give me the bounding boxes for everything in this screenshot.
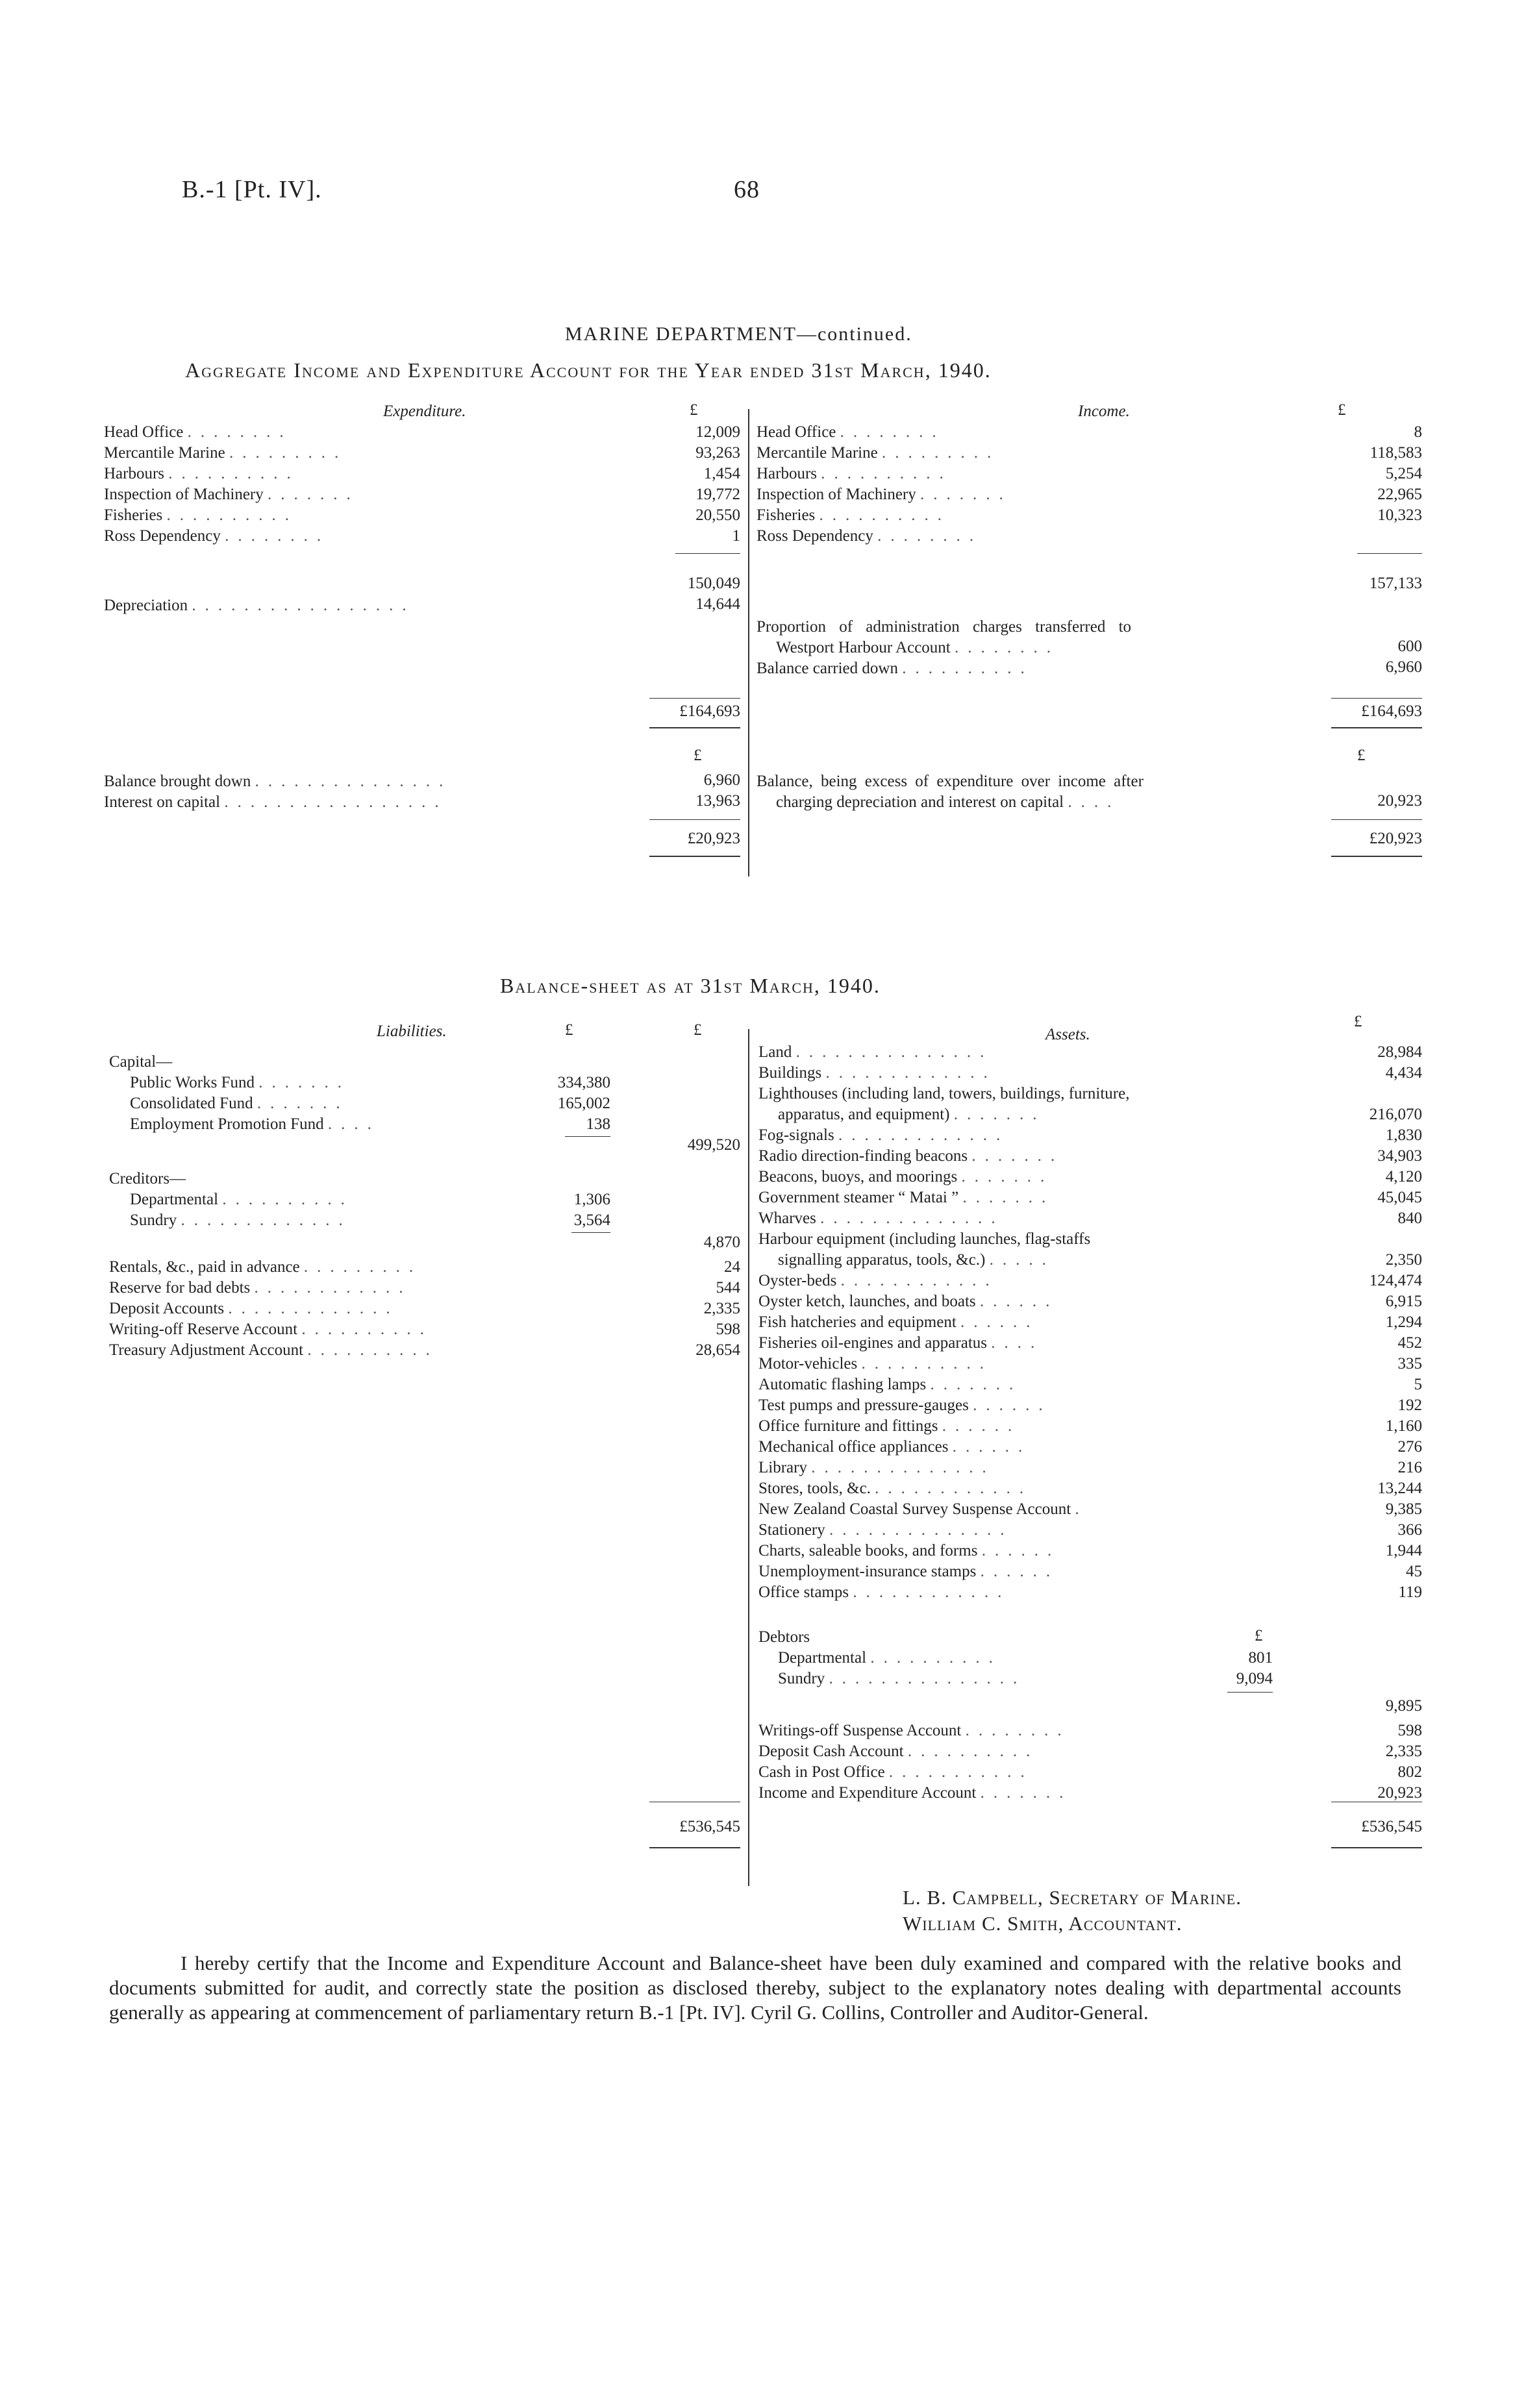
inc-subtotal: 157,133 bbox=[1369, 575, 1422, 592]
liabilities-total: £536,545 bbox=[679, 1818, 740, 1835]
exp-row: Head Office ........ bbox=[104, 423, 293, 441]
proportion-label-cont: Westport Harbour Account ........ bbox=[776, 639, 1060, 656]
liab-value: 544 bbox=[716, 1279, 740, 1297]
asset-row: Library .............. bbox=[758, 1459, 995, 1476]
asset-value: 34,903 bbox=[1377, 1147, 1422, 1165]
exp-total: £164,693 bbox=[679, 702, 740, 720]
asset-row: signalling apparatus, tools, &c.) ..... bbox=[778, 1251, 1055, 1269]
asset-value: 216 bbox=[1397, 1459, 1422, 1476]
asset-value: 192 bbox=[1397, 1396, 1422, 1414]
asset-row: Automatic flashing lamps ....... bbox=[758, 1376, 1023, 1393]
asset-value: 9,385 bbox=[1385, 1500, 1422, 1518]
assets-tail-values bbox=[1325, 1720, 1422, 1804]
debtors-total: 9,895 bbox=[1385, 1697, 1422, 1715]
liab-row: Writing-off Reserve Account .......... bbox=[109, 1321, 433, 1338]
exp-currency-2: £ bbox=[694, 747, 702, 764]
asset-row: Charts, saleable books, and forms ...... bbox=[758, 1542, 1061, 1559]
income-list bbox=[757, 422, 1328, 547]
creditors-label: Creditors— bbox=[109, 1170, 186, 1187]
assets-list bbox=[758, 1042, 1317, 1603]
expenditure-currency: £ bbox=[690, 401, 698, 419]
asset-row: Lighthouses (including land, towers, buildings, furniture, bbox=[758, 1085, 1130, 1102]
assets-tail bbox=[758, 1720, 1317, 1804]
liab-total-rule-bottom bbox=[649, 1847, 740, 1848]
liab-row: Reserve for bad debts ............ bbox=[109, 1279, 412, 1297]
inc-value: 118,583 bbox=[1370, 444, 1422, 462]
asset-row: Wharves .............. bbox=[758, 1210, 1005, 1227]
exp-value: 1 bbox=[732, 527, 740, 545]
balance-sheet-title: Balance-sheet as at 31st March, 1940. bbox=[500, 974, 881, 997]
creditors-values bbox=[513, 1189, 610, 1231]
exp-total-2: £20,923 bbox=[687, 830, 740, 847]
asset-row: Fisheries oil-engines and apparatus .... bbox=[758, 1334, 1044, 1352]
liab-value: 28,654 bbox=[695, 1341, 740, 1359]
exp-subtotal-rule bbox=[675, 553, 740, 554]
debtors-label: Debtors bbox=[758, 1628, 810, 1646]
asset-row: Deposit Cash Account .......... bbox=[758, 1743, 1040, 1760]
asset-row: Fish hatcheries and equipment ...... bbox=[758, 1313, 1040, 1331]
inc-row: Mercantile Marine ......... bbox=[757, 444, 1001, 462]
asset-value: 45 bbox=[1406, 1563, 1422, 1580]
debtors-values bbox=[1188, 1648, 1273, 1689]
asset-value: 366 bbox=[1397, 1521, 1422, 1539]
liabilities-heading: Liabilities. bbox=[377, 1023, 447, 1040]
asset-row: Cash in Post Office ........... bbox=[758, 1763, 1034, 1781]
asset-value: 6,915 bbox=[1385, 1293, 1422, 1310]
creditors-value: 3,564 bbox=[573, 1211, 610, 1229]
liab-value: 598 bbox=[716, 1321, 740, 1338]
asset-row: Harbour equipment (including launches, flag-staffs bbox=[758, 1230, 1091, 1248]
asset-value: 20,923 bbox=[1377, 1784, 1422, 1802]
inc-value: 22,965 bbox=[1377, 486, 1422, 503]
asset-value: 335 bbox=[1397, 1355, 1422, 1372]
asset-value: 28,984 bbox=[1377, 1043, 1422, 1061]
exp-value: 1,454 bbox=[703, 465, 740, 482]
capital-items bbox=[130, 1073, 519, 1135]
interest-label: Interest on capital ................. bbox=[104, 793, 448, 811]
asset-value: 45,045 bbox=[1377, 1189, 1422, 1206]
proportion-value: 600 bbox=[1397, 638, 1422, 655]
capital-total: 499,520 bbox=[687, 1136, 740, 1154]
debtor-row: Departmental .......... bbox=[778, 1649, 1002, 1667]
asset-row: Oyster ketch, launches, and boats ...... bbox=[758, 1293, 1059, 1310]
exp-total2-rule-top bbox=[649, 819, 740, 820]
exp-row: Harbours .......... bbox=[104, 465, 300, 482]
inc-value: 8 bbox=[1414, 423, 1422, 441]
assets-heading: Assets. bbox=[1045, 1026, 1090, 1043]
debtor-value: 801 bbox=[1248, 1649, 1273, 1667]
exp-subtotal: 150,049 bbox=[687, 575, 740, 592]
exp-row: Inspection of Machinery ....... bbox=[104, 486, 360, 503]
signature-secretary: L. B. Campbell, Secretary of Marine. bbox=[903, 1886, 1242, 1909]
ie-title: Aggregate Income and Expenditure Account for the Year ended 31st March, 1940. bbox=[185, 358, 992, 382]
creditors-value: 1,306 bbox=[573, 1191, 610, 1208]
balance-excess-label: Balance, being excess of expenditure over income after bbox=[757, 773, 1144, 790]
creditors-row: Sundry ............. bbox=[130, 1211, 352, 1229]
asset-value: 2,335 bbox=[1385, 1743, 1422, 1760]
income-currency: £ bbox=[1338, 401, 1346, 419]
asset-row: apparatus, and equipment) ....... bbox=[778, 1106, 1046, 1123]
asset-value: 276 bbox=[1397, 1438, 1422, 1456]
balance-excess-label-cont: charging depreciation and interest on capital .... bbox=[776, 793, 1121, 811]
inc-total: £164,693 bbox=[1361, 702, 1422, 720]
inc-value: 10,323 bbox=[1377, 506, 1422, 524]
capital-value: 138 bbox=[586, 1115, 610, 1133]
exp-value: 93,263 bbox=[695, 444, 740, 462]
asset-value: 4,434 bbox=[1385, 1064, 1422, 1082]
inc-currency-2: £ bbox=[1357, 747, 1366, 764]
liab-pound-1: £ bbox=[565, 1021, 573, 1039]
assets-total-rule-bottom bbox=[1331, 1847, 1422, 1848]
asset-value: 119 bbox=[1398, 1583, 1422, 1601]
asset-value: 124,474 bbox=[1369, 1272, 1422, 1289]
inc-row: Ross Dependency ........ bbox=[757, 527, 983, 545]
balance-cd-value: 6,960 bbox=[1385, 658, 1422, 676]
expenditure-list bbox=[104, 422, 688, 547]
capital-value: 165,002 bbox=[557, 1095, 610, 1112]
asset-row: Office furniture and fittings ...... bbox=[758, 1417, 1021, 1435]
liab-row: Rentals, &c., paid in advance ......... bbox=[109, 1258, 423, 1276]
asset-row: Radio direction-finding beacons ....... bbox=[758, 1147, 1064, 1165]
asset-row: Fog-signals ............. bbox=[758, 1126, 1010, 1144]
bs-divider bbox=[748, 1029, 749, 1886]
inc-value: 5,254 bbox=[1385, 465, 1422, 482]
expenditure-heading: Expenditure. bbox=[383, 403, 466, 420]
inc-row: Harbours .......... bbox=[757, 465, 953, 482]
exp-total-rule-bottom bbox=[649, 727, 740, 728]
proportion-label: Proportion of administration charges transferred to bbox=[757, 618, 1132, 636]
assets-pound: £ bbox=[1354, 1013, 1362, 1030]
asset-row: Mechanical office appliances ...... bbox=[758, 1438, 1032, 1456]
asset-value: 13,244 bbox=[1377, 1480, 1422, 1497]
asset-row: Government steamer “ Matai ” ....... bbox=[758, 1189, 1055, 1206]
asset-value: 1,160 bbox=[1385, 1417, 1422, 1435]
inc-total2-rule-bottom bbox=[1331, 856, 1422, 857]
exp-total2-rule-bottom bbox=[649, 856, 740, 857]
exp-row: Fisheries .......... bbox=[104, 506, 299, 524]
asset-row: Writings-off Suspense Account ........ bbox=[758, 1722, 1071, 1739]
asset-value: 840 bbox=[1397, 1210, 1422, 1227]
asset-row: Stationery .............. bbox=[758, 1521, 1014, 1539]
liab-row: Treasury Adjustment Account .......... bbox=[109, 1341, 439, 1359]
capital-row: Public Works Fund ....... bbox=[130, 1074, 351, 1091]
other-liabilities-values bbox=[643, 1257, 740, 1361]
balance-excess-value: 20,923 bbox=[1377, 792, 1422, 810]
ie-divider bbox=[748, 409, 749, 876]
capital-row: Employment Promotion Fund .... bbox=[130, 1115, 381, 1133]
inc-row: Inspection of Machinery ....... bbox=[757, 486, 1012, 503]
liab-pound-2: £ bbox=[694, 1021, 702, 1039]
capital-value: 334,380 bbox=[557, 1074, 610, 1091]
asset-value: 1,830 bbox=[1385, 1126, 1422, 1144]
exp-row: Ross Dependency ........ bbox=[104, 527, 331, 545]
exp-row: Mercantile Marine ......... bbox=[104, 444, 348, 462]
debtors-items bbox=[778, 1648, 1232, 1689]
capital-label: Capital— bbox=[109, 1053, 173, 1071]
expenditure-values bbox=[623, 422, 740, 547]
asset-row: New Zealand Coastal Survey Suspense Account . bbox=[758, 1500, 1088, 1518]
asset-value bbox=[1325, 1229, 1422, 1250]
liab-value: 24 bbox=[724, 1258, 740, 1276]
liab-row: Deposit Accounts ............. bbox=[109, 1300, 399, 1317]
signature-accountant: William C. Smith, Accountant. bbox=[903, 1912, 1182, 1935]
asset-value: 2,350 bbox=[1385, 1251, 1422, 1269]
asset-value bbox=[1325, 1084, 1422, 1104]
asset-row: Stores, tools, &c. ............ bbox=[758, 1480, 1033, 1497]
creditors-total: 4,870 bbox=[703, 1234, 740, 1251]
inc-row: Fisheries .......... bbox=[757, 506, 951, 524]
exp-value: 20,550 bbox=[695, 506, 740, 524]
inc-total-rule-top bbox=[1331, 698, 1422, 699]
asset-value: 1,294 bbox=[1385, 1313, 1422, 1331]
other-liabilities bbox=[109, 1257, 629, 1361]
debtor-row: Sundry ............... bbox=[778, 1670, 1027, 1687]
depreciation-label: Depreciation ................. bbox=[104, 597, 416, 614]
asset-row: Oyster-beds ............ bbox=[758, 1272, 999, 1289]
inc-row: Head Office ........ bbox=[757, 423, 945, 441]
asset-row: Land ............... bbox=[758, 1043, 994, 1061]
creditors-rule bbox=[571, 1232, 610, 1233]
income-heading: Income. bbox=[1078, 403, 1130, 420]
balance-cd-label: Balance carried down .......... bbox=[757, 660, 1034, 677]
asset-row: Test pumps and pressure-gauges ...... bbox=[758, 1396, 1052, 1414]
asset-row: Office stamps ............ bbox=[758, 1583, 1011, 1601]
balance-bd-value: 6,960 bbox=[703, 771, 740, 789]
assets-total: £536,545 bbox=[1361, 1818, 1422, 1835]
inc-total2-rule-top bbox=[1331, 819, 1422, 820]
capital-row: Consolidated Fund ....... bbox=[130, 1095, 349, 1112]
creditors-row: Departmental .......... bbox=[130, 1191, 354, 1208]
capital-values bbox=[513, 1073, 610, 1135]
inc-value bbox=[1305, 526, 1422, 547]
asset-row: Income and Expenditure Account ....... bbox=[758, 1784, 1073, 1802]
asset-value: 4,120 bbox=[1385, 1168, 1422, 1185]
asset-row: Buildings ............. bbox=[758, 1064, 997, 1082]
section-title: MARINE DEPARTMENT—continued. bbox=[565, 323, 912, 345]
balance-bd-label: Balance brought down ............... bbox=[104, 773, 453, 790]
capital-rule bbox=[565, 1136, 610, 1137]
income-values bbox=[1305, 422, 1422, 547]
inc-total-2: £20,923 bbox=[1369, 830, 1422, 847]
depreciation-value: 14,644 bbox=[695, 595, 740, 613]
inc-total-rule-bottom bbox=[1331, 727, 1422, 728]
asset-value: 1,944 bbox=[1385, 1542, 1422, 1559]
liab-value: 2,335 bbox=[703, 1300, 740, 1317]
page-reference: B.-1 [Pt. IV]. bbox=[182, 176, 322, 203]
asset-value: 452 bbox=[1397, 1334, 1422, 1352]
asset-value: 216,070 bbox=[1369, 1106, 1422, 1123]
audit-certificate: I hereby certify that the Income and Expenditure Account and Balance-sheet have been duly examined and compared with the relative books and documents submitted for audit, and correctly state the position as disclosed thereby, subject to the explanatory notes dealing with departmental accounts generally as appearing at commencement of parliamentary return B.-1 [Pt. IV]. Cyril G. Collins, Controller and Auditor-General. bbox=[109, 1952, 1401, 2024]
page-number: 68 bbox=[734, 176, 760, 203]
debtor-value: 9,094 bbox=[1236, 1670, 1273, 1687]
exp-value: 12,009 bbox=[695, 423, 740, 441]
asset-row: Beacons, buoys, and moorings ....... bbox=[758, 1168, 1054, 1185]
asset-value: 598 bbox=[1397, 1722, 1422, 1739]
interest-value: 13,963 bbox=[695, 792, 740, 810]
exp-total-rule-top bbox=[649, 698, 740, 699]
asset-row: Unemployment-insurance stamps ...... bbox=[758, 1563, 1060, 1580]
debtors-pound: £ bbox=[1255, 1627, 1263, 1645]
debtors-rule bbox=[1227, 1692, 1273, 1693]
exp-value: 19,772 bbox=[695, 486, 740, 503]
asset-row: Motor-vehicles .......... bbox=[758, 1355, 993, 1372]
creditors-items bbox=[130, 1189, 519, 1231]
asset-value: 5 bbox=[1414, 1376, 1422, 1393]
asset-value: 802 bbox=[1397, 1763, 1422, 1781]
assets-values bbox=[1325, 1042, 1422, 1603]
inc-subtotal-rule bbox=[1357, 553, 1422, 554]
